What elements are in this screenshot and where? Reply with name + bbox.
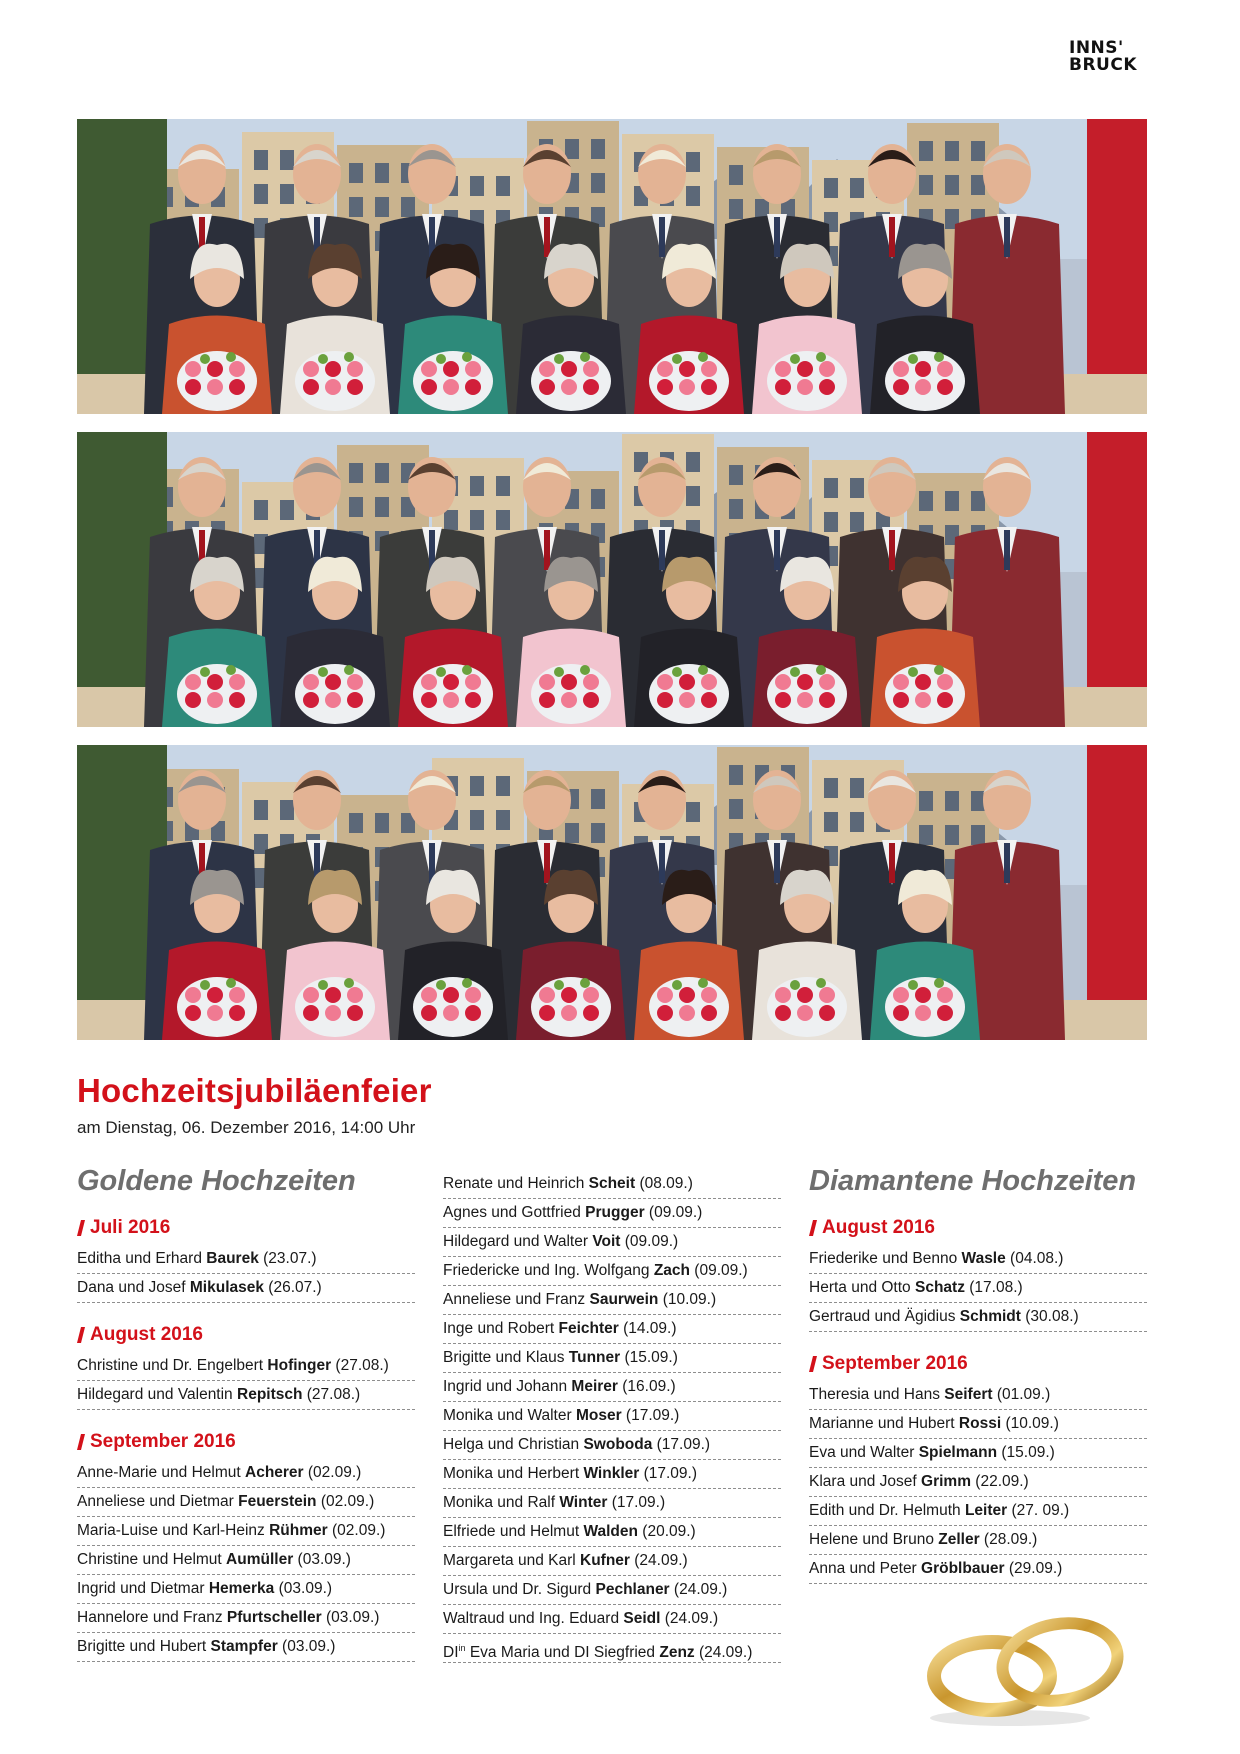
logo-line-2: BRUCK: [1069, 55, 1138, 75]
couple-entry: [77, 1488, 415, 1517]
slash-marker: [77, 1434, 85, 1450]
family-name: Feuerstein: [238, 1493, 317, 1510]
group-photo-2: [77, 432, 1147, 727]
anniversary-date: (27. 09.): [1007, 1502, 1070, 1519]
couple-names: Agnes und Gottfried: [443, 1204, 586, 1221]
group-photo-3: [77, 745, 1147, 1040]
couple-entry: [443, 1402, 781, 1431]
couple-entry: [809, 1439, 1147, 1468]
couple-entry: [443, 1431, 781, 1460]
diamond-heading: Diamantene Hochzeiten: [809, 1165, 1137, 1197]
family-name: Hemerka: [208, 1580, 275, 1597]
couple-entry: [443, 1547, 781, 1576]
couple-names: Eva Maria und DI Siegfried: [465, 1644, 660, 1662]
couple-names: Hildegard und Valentin: [77, 1386, 237, 1403]
family-name: Winkler: [583, 1465, 640, 1482]
family-name: Kufner: [580, 1552, 630, 1569]
wedding-rings-image: [920, 1600, 1160, 1730]
couple-entry: [77, 1352, 415, 1381]
event-date: am Dienstag, 06. Dezember 2016, 14:00 Uhr: [77, 1118, 416, 1137]
month-heading: [809, 1352, 1147, 1376]
couple-names: Monika und Herbert: [443, 1465, 584, 1482]
couple-entry: [443, 1460, 781, 1489]
couple-entry: [809, 1410, 1147, 1439]
slash-marker: [77, 1220, 85, 1236]
couple-names: Elfriede und Helmut: [443, 1523, 584, 1540]
couple-entry: [77, 1546, 415, 1575]
family-name: Zach: [653, 1262, 690, 1279]
couple-names: Monika und Ralf: [443, 1494, 560, 1511]
couple-entry: [443, 1518, 781, 1547]
anniversary-date: (09.09.): [620, 1233, 679, 1250]
couple-names: Waltraud und Ing. Eduard: [443, 1610, 624, 1627]
family-name: Zenz: [659, 1644, 695, 1662]
couple-entry: [77, 1517, 415, 1546]
family-name: Gröblbauer: [921, 1560, 1005, 1577]
family-name: Saurwein: [589, 1291, 659, 1308]
anniversary-date: (01.09.): [992, 1386, 1051, 1403]
anniversary-date: (24.09.): [629, 1552, 688, 1569]
anniversary-date: (10.09.): [658, 1291, 717, 1308]
page-title: Hochzeitsjubiläenfeier: [77, 1072, 432, 1109]
family-name: Stampfer: [210, 1638, 278, 1655]
couple-names: Brigitte und Hubert: [77, 1638, 211, 1655]
anniversary-date: (27.08.): [302, 1386, 361, 1403]
anniversary-date: (29.09.): [1004, 1560, 1063, 1577]
family-name: Zeller: [938, 1531, 980, 1548]
family-name: Schmidt: [959, 1308, 1021, 1325]
anniversary-date: (22.09.): [970, 1473, 1029, 1490]
anniversary-date: (15.09.): [620, 1349, 678, 1366]
anniversary-date: (26.07.): [264, 1279, 322, 1296]
family-name: Leiter: [964, 1502, 1008, 1519]
couple-entry: [809, 1497, 1147, 1526]
couple-names: Eva und Walter: [809, 1444, 919, 1461]
couple-names: Anneliese und Franz: [443, 1291, 590, 1308]
family-name: Aumüller: [226, 1551, 294, 1568]
group-photo-1: [77, 119, 1147, 414]
couple-names: Dana und Josef: [77, 1279, 190, 1296]
anniversary-date: (02.09.): [316, 1493, 375, 1510]
couple-entry: [443, 1257, 781, 1286]
anniversary-date: (17.09.): [607, 1494, 666, 1511]
couple-names: Marianne und Hubert: [809, 1415, 959, 1432]
couple-entry: [809, 1274, 1147, 1303]
couple-names: Inge und Robert: [443, 1320, 559, 1337]
anniversary-date: (02.09.): [327, 1522, 386, 1539]
anniversary-date: (24.09.): [669, 1581, 728, 1598]
couple-names: Christine und Helmut: [77, 1551, 227, 1568]
family-name: Repitsch: [237, 1386, 303, 1403]
couple-entry: [809, 1526, 1147, 1555]
anniversary-date: (23.07.): [258, 1250, 317, 1267]
golden-continued-column: [443, 1170, 781, 1663]
family-name: Hofinger: [267, 1357, 332, 1374]
couple-names: Hannelore und Franz: [77, 1609, 227, 1626]
couple-names: Ursula und Dr. Sigurd: [443, 1581, 596, 1598]
anniversary-date: (15.09.): [997, 1444, 1055, 1461]
family-name: Prugger: [585, 1204, 645, 1221]
month-label: September 2016: [90, 1431, 236, 1452]
family-name: Spielmann: [918, 1444, 998, 1461]
month-heading: [77, 1216, 415, 1240]
couple-entry: [809, 1468, 1147, 1497]
couple-names: Margareta und Karl: [443, 1552, 580, 1569]
family-name: Seidl: [623, 1610, 661, 1627]
family-name: Grimm: [921, 1473, 971, 1490]
anniversary-date: (02.09.): [303, 1464, 362, 1481]
anniversary-date: (24.09.): [694, 1644, 753, 1662]
family-name: Acherer: [245, 1464, 304, 1481]
couple-entry: [443, 1576, 781, 1605]
couple-entry: [443, 1170, 781, 1199]
slash-marker: [809, 1356, 817, 1372]
anniversary-date: (28.09.): [979, 1531, 1038, 1548]
family-name: Scheit: [588, 1175, 636, 1192]
couple-names: Christine und Dr. Engelbert: [77, 1357, 268, 1374]
couple-names: Anneliese und Dietmar: [77, 1493, 239, 1510]
slash-marker: [77, 1327, 85, 1343]
anniversary-date: (27.08.): [331, 1357, 389, 1374]
couple-names: Ingrid und Johann: [443, 1378, 572, 1395]
month-heading: [809, 1216, 1147, 1240]
anniversary-date: (08.09.): [635, 1175, 693, 1192]
couple-entry: [443, 1373, 781, 1402]
logo-line-1: INNS': [1069, 38, 1124, 58]
family-name: Wasle: [961, 1250, 1006, 1267]
couple-names: Maria-Luise und Karl-Heinz: [77, 1522, 270, 1539]
anniversary-date: (14.09.): [618, 1320, 677, 1337]
title-suffix: in: [458, 1643, 466, 1653]
couple-entry: [77, 1381, 415, 1410]
month-label: August 2016: [822, 1217, 935, 1238]
anniversary-date: (17.09.): [639, 1465, 698, 1482]
couple-names: Edith und Dr. Helmuth: [809, 1502, 965, 1519]
couple-entry: [443, 1489, 781, 1518]
anniversary-date: (30.08.): [1020, 1308, 1079, 1325]
couple-entry: [77, 1459, 415, 1488]
couple-names: Renate und Heinrich: [443, 1175, 589, 1192]
family-name: Baurek: [206, 1250, 259, 1267]
couple-entry: [77, 1245, 415, 1274]
anniversary-date: (24.09.): [660, 1610, 719, 1627]
family-name: Seifert: [944, 1386, 993, 1403]
couple-entry: [443, 1315, 781, 1344]
month-label: August 2016: [90, 1324, 203, 1345]
anniversary-date: (17.09.): [652, 1436, 711, 1453]
couple-names: Anna und Peter: [809, 1560, 922, 1577]
couple-entry: [443, 1286, 781, 1315]
innsbruck-logo: [1069, 40, 1137, 74]
couple-names: Gertraud und Ägidius: [809, 1308, 960, 1325]
couple-entry: [443, 1228, 781, 1257]
month-heading: [77, 1323, 415, 1347]
family-name: Schatz: [914, 1279, 965, 1296]
anniversary-date: (17.08.): [964, 1279, 1023, 1296]
couple-names: Herta und Otto: [809, 1279, 915, 1296]
couple-entry: [443, 1634, 781, 1663]
family-name: Swoboda: [583, 1436, 653, 1453]
couple-names: Editha und Erhard: [77, 1250, 207, 1267]
slash-marker: [809, 1220, 817, 1236]
family-name: Rühmer: [269, 1522, 328, 1539]
couple-names: Ingrid und Dietmar: [77, 1580, 209, 1597]
family-name: Feichter: [558, 1320, 619, 1337]
couple-names: Helga und Christian: [443, 1436, 584, 1453]
couple-names: Friederike und Benno: [809, 1250, 962, 1267]
couple-entry: [77, 1604, 415, 1633]
family-name: Pfurtscheller: [226, 1609, 322, 1626]
couple-names: Hildegard und Walter: [443, 1233, 593, 1250]
anniversary-date: (09.09.): [644, 1204, 703, 1221]
family-name: Moser: [575, 1407, 622, 1424]
family-name: Tunner: [568, 1349, 621, 1366]
golden-column: [77, 1162, 415, 1662]
anniversary-date: (16.09.): [617, 1378, 676, 1395]
anniversary-date: (03.09.): [293, 1551, 351, 1568]
couple-names: DI: [443, 1644, 459, 1662]
month-label: Juli 2016: [90, 1217, 171, 1238]
anniversary-date: (10.09.): [1001, 1415, 1059, 1432]
family-name: Voit: [592, 1233, 621, 1250]
couple-names: Friedericke und Ing. Wolfgang: [443, 1262, 654, 1279]
couple-entry: [77, 1633, 415, 1662]
couple-names: Theresia und Hans: [809, 1386, 945, 1403]
family-name: Pechlaner: [595, 1581, 670, 1598]
family-name: Walden: [583, 1523, 638, 1540]
anniversary-date: (03.09.): [277, 1638, 336, 1655]
couple-entry: [809, 1303, 1147, 1332]
family-name: Rossi: [958, 1415, 1002, 1432]
family-name: Mikulasek: [189, 1279, 264, 1296]
anniversary-date: (03.09.): [321, 1609, 380, 1626]
couple-entry: [77, 1274, 415, 1303]
anniversary-date: (17.09.): [621, 1407, 680, 1424]
golden-heading: Goldene Hochzeiten: [77, 1165, 356, 1197]
anniversary-date: (03.09.): [274, 1580, 333, 1597]
couple-entry: [809, 1245, 1147, 1274]
couple-entry: [443, 1344, 781, 1373]
anniversary-date: (04.08.): [1005, 1250, 1064, 1267]
anniversary-date: (09.09.): [690, 1262, 748, 1279]
couple-names: Brigitte und Klaus: [443, 1349, 569, 1366]
couple-names: Klara und Josef: [809, 1473, 922, 1490]
couple-names: Anne-Marie und Helmut: [77, 1464, 245, 1481]
couple-entry: [443, 1199, 781, 1228]
diamond-column: [809, 1162, 1147, 1584]
couple-entry: [809, 1381, 1147, 1410]
month-heading: [77, 1430, 415, 1454]
couple-entry: [809, 1555, 1147, 1584]
couple-entry: [77, 1575, 415, 1604]
couple-names: Helene und Bruno: [809, 1531, 939, 1548]
couple-names: Monika und Walter: [443, 1407, 576, 1424]
family-name: Winter: [559, 1494, 608, 1511]
couple-entry: [443, 1605, 781, 1634]
family-name: Meirer: [571, 1378, 618, 1395]
anniversary-date: (20.09.): [637, 1523, 696, 1540]
month-label: September 2016: [822, 1353, 968, 1374]
